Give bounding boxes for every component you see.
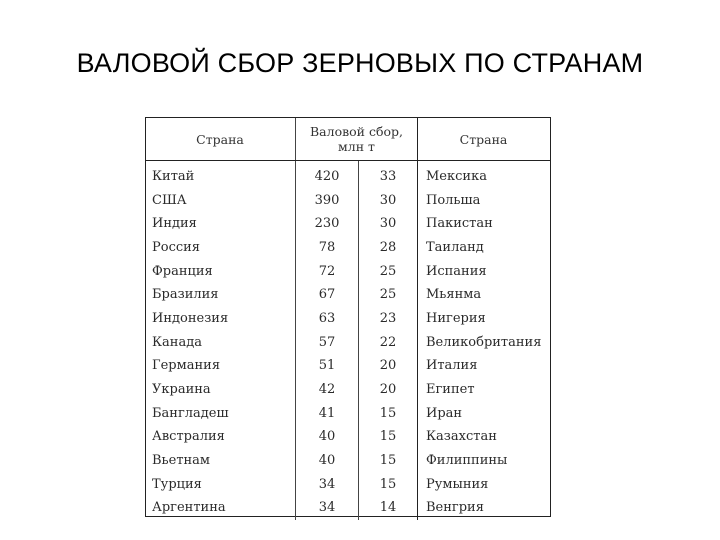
header-harvest-line1: Валовой сбор, [310, 124, 403, 139]
country-right-cell: Пакистан [418, 212, 551, 236]
table-header-row [146, 118, 550, 161]
country-right-cell: Мексика [418, 161, 551, 189]
harvest-value-left-cell: 390 [296, 189, 359, 213]
country-right-cell: Египет [418, 378, 551, 402]
harvest-value-left-cell: 42 [296, 378, 359, 402]
table-row [146, 449, 550, 473]
harvest-value-right-cell: 15 [359, 449, 418, 473]
country-right-cell: Нигерия [418, 307, 551, 331]
country-left-cell: Бангладеш [152, 405, 229, 421]
country-left-cell: Канада [152, 334, 202, 350]
header-country-right: Страна [418, 118, 551, 161]
grain-harvest-table [145, 117, 551, 517]
harvest-value-right-cell: 20 [359, 355, 418, 379]
country-left-cell: Индия [152, 216, 197, 232]
country-left-cell: Вьетнам [152, 453, 211, 469]
country-right-cell: Мьянма [418, 283, 551, 307]
table-row [146, 426, 550, 450]
country-right-cell: Италия [418, 355, 551, 379]
country-left-cell: Германия [152, 358, 221, 374]
harvest-value-left-cell: 420 [296, 161, 359, 189]
harvest-value-left-cell: 40 [296, 449, 359, 473]
table-row [146, 189, 550, 213]
harvest-value-left-cell: 40 [296, 426, 359, 450]
country-right-cell: Испания [418, 260, 551, 284]
country-left-cell: Китай [152, 168, 195, 184]
country-left-cell: Турция [152, 476, 202, 492]
harvest-value-right-cell: 23 [359, 307, 418, 331]
slide-title: ВАЛОВОЙ СБОР ЗЕРНОВЫХ ПО СТРАНАМ [76, 48, 644, 78]
harvest-value-left-cell: 63 [296, 307, 359, 331]
country-right-cell: Великобритания [418, 331, 551, 355]
country-left-cell: Украина [152, 382, 211, 398]
harvest-value-right-cell: 30 [359, 212, 418, 236]
harvest-value-left-cell: 57 [296, 331, 359, 355]
harvest-value-right-cell: 30 [359, 189, 418, 213]
table-row [146, 212, 550, 236]
country-left-cell: США [152, 192, 187, 208]
table-row [146, 402, 550, 426]
harvest-value-left-cell: 41 [296, 402, 359, 426]
harvest-value-left-cell: 34 [296, 473, 359, 497]
table-row [146, 355, 550, 379]
harvest-value-left-cell: 78 [296, 236, 359, 260]
harvest-value-right-cell: 25 [359, 260, 418, 284]
harvest-value-right-cell: 22 [359, 331, 418, 355]
country-right-cell: Венгрия [418, 497, 551, 521]
grain-harvest-table-grid [146, 118, 550, 520]
country-right-cell: Казахстан [418, 426, 551, 450]
country-right-cell: Иран [418, 402, 551, 426]
harvest-value-right-cell: 33 [359, 161, 418, 189]
harvest-value-right-cell: 28 [359, 236, 418, 260]
table-row [146, 236, 550, 260]
table-row [146, 161, 550, 189]
country-left-cell: Россия [152, 239, 201, 255]
table-body [146, 161, 550, 521]
harvest-value-right-cell: 25 [359, 283, 418, 307]
country-right-cell: Румыния [418, 473, 551, 497]
harvest-value-left-cell: 51 [296, 355, 359, 379]
table-row [146, 497, 550, 521]
table-row [146, 331, 550, 355]
harvest-value-right-cell: 15 [359, 473, 418, 497]
country-right-cell: Филиппины [418, 449, 551, 473]
table-row [146, 283, 550, 307]
country-right-cell: Таиланд [418, 236, 551, 260]
country-left-cell: Франция [152, 263, 213, 279]
country-right-cell: Польша [418, 189, 551, 213]
header-harvest-line2: млн т [338, 139, 375, 154]
country-left-cell: Австралия [152, 429, 225, 445]
harvest-value-right-cell: 20 [359, 378, 418, 402]
country-left-cell: Индонезия [152, 310, 229, 326]
harvest-value-right-cell: 14 [359, 497, 418, 521]
table-row [146, 378, 550, 402]
table-row [146, 473, 550, 497]
harvest-value-left-cell: 67 [296, 283, 359, 307]
table-row [146, 307, 550, 331]
harvest-value-right-cell: 15 [359, 426, 418, 450]
harvest-value-left-cell: 34 [296, 497, 359, 521]
header-harvest [296, 118, 418, 161]
harvest-value-left-cell: 230 [296, 212, 359, 236]
harvest-value-right-cell: 15 [359, 402, 418, 426]
country-left-cell: Аргентина [152, 500, 226, 516]
harvest-value-left-cell: 72 [296, 260, 359, 284]
header-country-left: Страна [146, 118, 296, 161]
table-row [146, 260, 550, 284]
country-left-cell: Бразилия [152, 287, 219, 303]
